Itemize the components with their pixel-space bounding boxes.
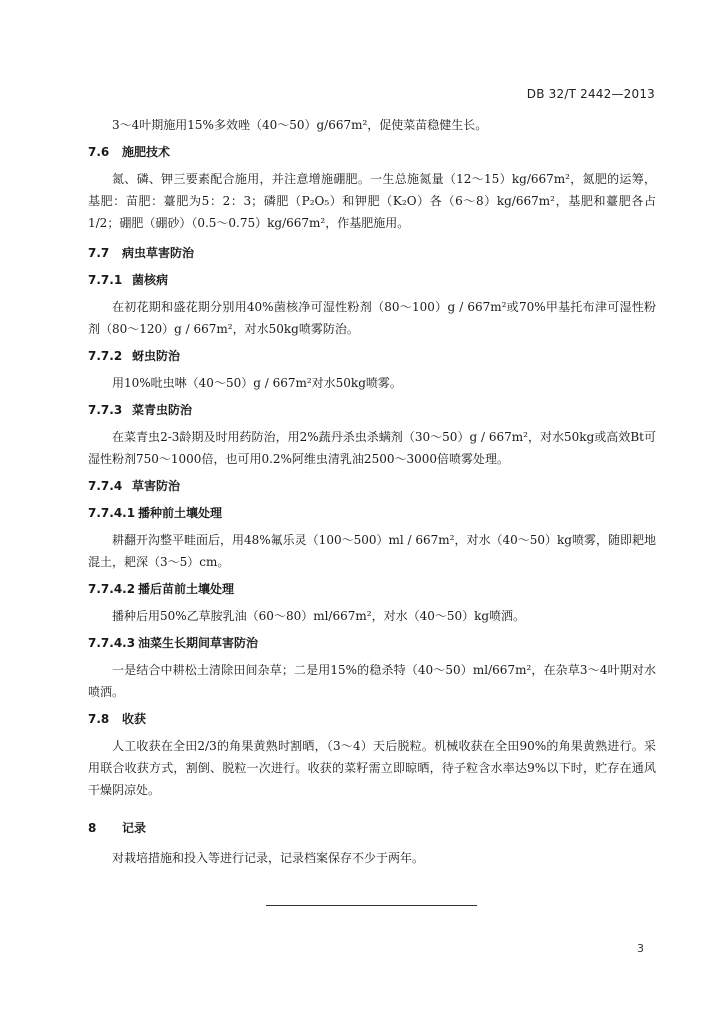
- section-paragraph-7-6: 氮、磷、钾三要素配合施用，并注意增施硼肥。一生总施氮量（12～15）kg/667m²，氮肥的运筹，基肥：苗肥：薹肥为5：2：3；磷肥（P₂O₅）和钾肥（K₂O）各（6～8）kg/667m²，基肥和薹肥各占1/2；硼肥（硼砂）（0.5～0.75）kg/667m²，作基肥施用。: [88, 172, 656, 230]
- section-paragraph-7-7-4-3: 一是结合中耕松土清除田间杂草；二是用15%的稳杀特（40～50）ml/667m²，在杂草3～4叶期对水喷洒。: [88, 663, 656, 699]
- section-number: 7.7.4: [88, 479, 123, 493]
- section-number: 7.8: [88, 712, 110, 726]
- section-heading-7-7-2: [88, 345, 656, 367]
- section-heading-8: [88, 817, 656, 839]
- document-body: [88, 114, 656, 869]
- section-heading-7-7-1: [88, 269, 656, 291]
- section-heading-7-8: [88, 708, 656, 730]
- section-paragraph-8: 对栽培措施和投入等进行记录，记录档案保存不少于两年。: [112, 851, 425, 865]
- section-title: 菌核病: [132, 273, 169, 287]
- end-rule: [266, 905, 477, 906]
- page-number: 3: [637, 942, 644, 955]
- section-title: 病虫草害防治: [122, 246, 195, 260]
- section-number: 7.6: [88, 145, 110, 159]
- section-title: 播后苗前土壤处理: [138, 582, 235, 596]
- section-number: 8: [88, 821, 97, 835]
- section-paragraph-7-7-1: 在初花期和盛花期分别用40%菌核净可湿性粉剂（80～100）g / 667m²或70%甲基托布津可湿性粉剂（80～120）g / 667m²，对水50kg喷雾防治。: [88, 300, 656, 336]
- section-heading-7-7-3: [88, 399, 656, 421]
- section-number: 7.7.3: [88, 403, 123, 417]
- section-number: 7.7.4.1: [88, 506, 136, 520]
- intro-paragraph: 3～4叶期施用15%多效唑（40～50）g/667m²，促使菜苗稳健生长。: [112, 118, 488, 132]
- section-heading-7-7-4: [88, 475, 656, 497]
- section-heading-7-7-4-2: [88, 578, 656, 600]
- section-title: 草害防治: [132, 479, 181, 493]
- section-number: 7.7.4.3: [88, 636, 136, 650]
- section-heading-7-6: [88, 141, 656, 163]
- section-number: 7.7.1: [88, 273, 123, 287]
- section-number: 7.7.4.2: [88, 582, 136, 596]
- section-heading-7-7-4-1: [88, 502, 656, 524]
- section-title: 蚜虫防治: [132, 349, 181, 363]
- document-code: DB 32/T 2442—2013: [526, 87, 655, 101]
- section-title: 油菜生长期间草害防治: [138, 636, 259, 650]
- section-title: 施肥技术: [122, 145, 171, 159]
- section-number: 7.7.2: [88, 349, 123, 363]
- section-paragraph-7-8: 人工收获在全田2/3的角果黄熟时割晒，（3～4）天后脱粒。机械收获在全田90%的角果黄熟进行。采用联合收获方式，割倒、脱粒一次进行。收获的菜籽需立即晾晒，待子粒含水率达9%以下时，贮存在通风干燥阴凉处。: [88, 739, 656, 797]
- section-title: 记录: [122, 821, 147, 835]
- section-paragraph-7-7-3: 在菜青虫2-3龄期及时用药防治，用2%蔬丹杀虫杀螨剂（30～50）g / 667m²，对水50kg或高效Bt可湿性粉剂750～1000倍，也可用0.2%阿维虫清乳油2500～3000倍喷雾处理。: [88, 430, 656, 466]
- section-number: 7.7: [88, 246, 110, 260]
- section-paragraph-7-7-2: 用10%吡虫啉（40～50）g / 667m²对水50kg喷雾。: [112, 376, 402, 390]
- section-heading-7-7: [88, 242, 656, 264]
- section-paragraph-7-7-4-1: 耕翻开沟整平畦面后，用48%氟乐灵（100～500）ml / 667m²，对水（40～50）kg喷雾，随即耙地混土，耙深（3～5）cm。: [88, 533, 656, 569]
- section-heading-7-7-4-3: [88, 632, 656, 654]
- section-title: 播种前土壤处理: [138, 506, 223, 520]
- section-title: 菜青虫防治: [132, 403, 193, 417]
- section-title: 收获: [122, 712, 147, 726]
- section-paragraph-7-7-4-2: 播种后用50%乙草胺乳油（60～80）ml/667m²，对水（40～50）kg喷洒。: [112, 609, 526, 623]
